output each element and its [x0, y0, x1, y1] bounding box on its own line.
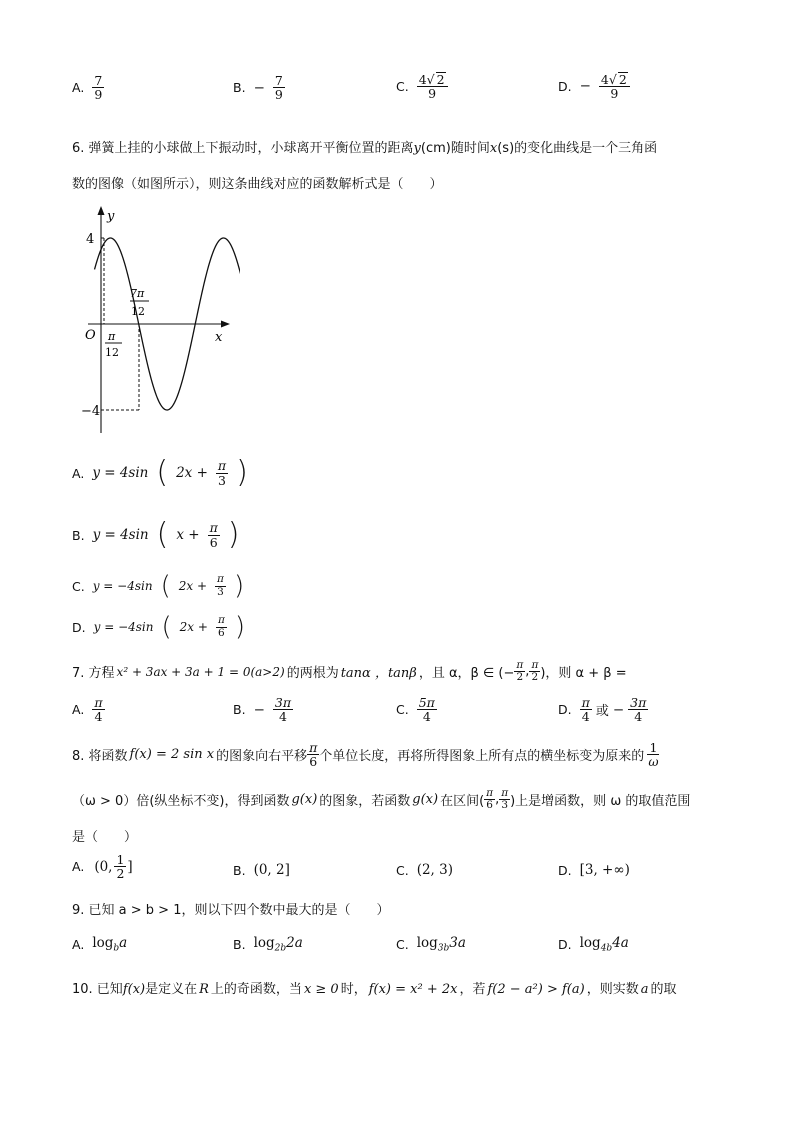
q8-option-b: B. (0, 2] [233, 862, 290, 878]
q7-option-a: A. $\frac{\pi}{4}$ [72, 695, 103, 725]
tick-pi12-den: 12 [105, 346, 119, 359]
fraction: $\frac{3\pi}{4}$ [630, 695, 647, 725]
q6-stem-line2: 数的图像（如图所示），则这条曲线对应的函数解析式是（ ） [72, 177, 443, 192]
y-min-label: −4 [81, 404, 101, 419]
fraction: $\frac{\pi}{2}$ [531, 659, 539, 684]
fraction: $\frac{3\pi}{4}$ [274, 695, 292, 725]
fraction: $\frac{\pi}{6}$ [217, 614, 225, 639]
origin-label: O [85, 328, 96, 343]
fraction: $\frac{\pi}{4}$ [94, 695, 103, 725]
q5-option-d: D. − $\frac{4√ 2}{9}$ [558, 72, 630, 100]
q8-stem-line3: 是（ ） [72, 830, 138, 845]
y-max-label: 4 [86, 232, 95, 247]
x-axis-label: x [215, 330, 223, 345]
q6-option-a: A. y = 4sin ( 2x + $\frac{\pi}{3}$ ) [72, 455, 248, 490]
q9-stem: 9. 已知 a > b > 1，则以下四个数中最大的是（ ） [72, 903, 390, 918]
q9-option-b: B. $\log_{2b}2a$ [233, 935, 303, 954]
fraction: $\frac{\pi}{4}$ [581, 695, 590, 725]
fraction: $\frac{\pi}{2}$ [516, 659, 524, 684]
q8-stem-line2: （ω > 0）倍(纵坐标不变)，得到函数 g(x) 的图象，若函数 g(x) 在区间( $\frac{\pi}{6}$ , $\frac{\pi}{3}$ )上是增函数，则 ω 的取值范围 [72, 787, 691, 812]
fraction: $\frac{\pi}{3}$ [501, 787, 509, 812]
q8-option-a: A. (0, $\frac{1}{2}$ ] [72, 852, 133, 882]
fraction: $\frac{\pi}{6}$ [486, 787, 494, 812]
q7-option-c: C. $\frac{5\pi}{4}$ [396, 695, 435, 725]
fraction: $\frac{\pi}{6}$ [209, 520, 218, 550]
q9-option-a: A. $\log_ba$ [72, 935, 128, 954]
fraction: $\frac{\pi}{3}$ [217, 458, 227, 488]
tick-pi12-num: π [108, 330, 116, 343]
q8-stem-line1: 8. 将函数 f(x) = 2 sin x 的图象向右平移 $\frac{\pi}{6}$ 个单位长度，再将所得图象上所有点的横坐标变为原来的 $\frac{1}{\omega}$ [72, 740, 659, 770]
q9-option-c: C. $\log_{3b}3a$ [396, 935, 466, 954]
q5-option-b: B. − $\frac{7}{9}$ [233, 73, 283, 103]
q6-stem-line1: 6. 弹簧上挂的小球做上下振动时，小球离开平衡位置的距离y(cm)随时间x(s)的变化曲线是一个三角函 [72, 141, 658, 156]
fraction: $\frac{1}{\omega}$ [648, 740, 659, 770]
fraction: $\frac{7}{9}$ [94, 73, 103, 103]
q9-option-d: D. $\log_{4b}4a$ [558, 935, 629, 954]
q5-option-c: C. $\frac{4√ 2}{9}$ [396, 72, 448, 100]
q7-stem: 7. 方程 x² + 3ax + 3a + 1 = 0(a>2) 的两根为 tanα ，tanβ ，且 α，β ∈ (− $\frac{\pi}{2}$ , $\frac{\pi}{2}$ )，则 α + β = [72, 659, 627, 684]
fraction: $\frac{1}{2}$ [116, 852, 125, 882]
q6-option-c: C. y = −4sin ( 2x + $\frac{\pi}{3}$ ) [72, 571, 245, 601]
q8-option-d: D. [3, +∞) [558, 862, 630, 878]
q8-option-c: C. (2, 3) [396, 862, 453, 878]
q6-option-b: B. y = 4sin ( x + $\frac{\pi}{6}$ ) [72, 517, 240, 552]
fraction: $\frac{7}{9}$ [274, 73, 283, 103]
q6-option-d: D. y = −4sin ( 2x + $\frac{\pi}{6}$ ) [72, 612, 245, 642]
tick-7pi12-num: 7π [130, 287, 145, 300]
y-axis-arrow-icon [98, 206, 105, 215]
y-axis-label: y [107, 209, 115, 224]
fraction: $\frac{\pi}{6}$ [309, 740, 318, 770]
q10-stem: 10. 已知f(x)是定义在 R 上的奇函数，当 x ≥ 0 时， f(x) = x² + 2x ，若 f(2 − a²) > f(a) ，则实数 a 的取 [72, 982, 677, 997]
x-axis-arrow-icon [221, 321, 230, 328]
sine-graph [80, 203, 240, 435]
fraction: $\frac{4√ 2}{9}$ [417, 72, 448, 100]
tick-7pi12-den: 12 [131, 305, 145, 318]
q7-option-b: B. − $\frac{3\pi}{4}$ [233, 695, 292, 725]
fraction: $\frac{5\pi}{4}$ [418, 695, 435, 725]
q5-option-a: A. $\frac{7}{9}$ [72, 73, 103, 103]
fraction: $\frac{\pi}{3}$ [217, 573, 224, 598]
q7-option-d: D. $\frac{\pi}{4}$ 或 − $\frac{3\pi}{4}$ [558, 695, 647, 725]
fraction: $\frac{4√ 2}{9}$ [599, 72, 630, 100]
